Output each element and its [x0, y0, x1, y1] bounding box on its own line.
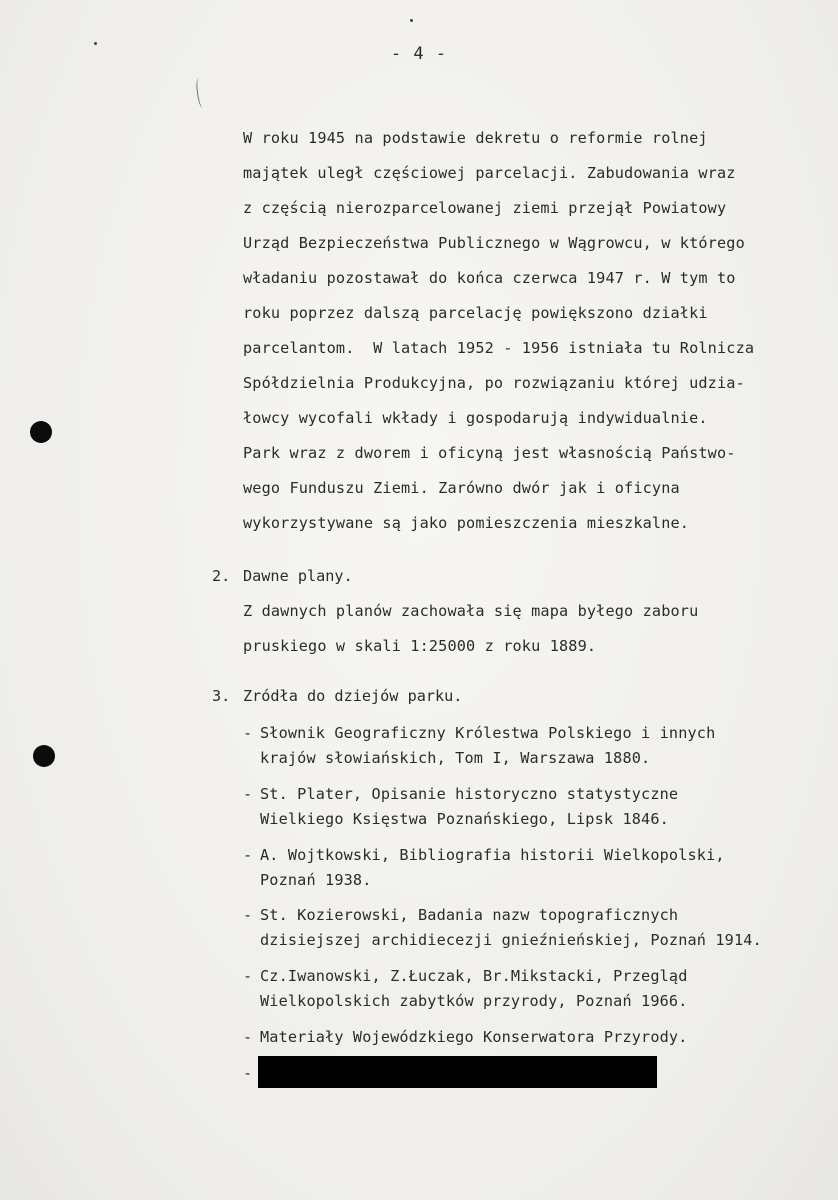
paragraph-line: wego Funduszu Ziemi. Zarówno dwór jak i oficyna	[243, 479, 680, 497]
list-item-line: St. Kozierowski, Badania nazw topograficznych	[260, 906, 679, 924]
list-item-line: Słownik Geograficzny Królestwa Polskiego i innych	[260, 724, 716, 742]
paragraph-line: Urząd Bezpieczeństwa Publicznego w Wągrowcu, w którego	[243, 234, 745, 252]
paragraph-line: z częścią nierozparcelowanej ziemi przejął Powiatowy	[243, 199, 727, 217]
section-line: Z dawnych planów zachowała się mapa byłego zaboru	[243, 602, 699, 620]
list-item-line: St. Plater, Opisanie historyczno statystyczne	[260, 785, 679, 803]
list-item-line: dzisiejszej archidiecezji gnieźnieńskiej, Poznań 1914.	[260, 931, 762, 949]
list-item-line: Wielkiego Księstwa Poznańskiego, Lipsk 1846.	[260, 810, 669, 828]
list-item-line: Poznań 1938.	[260, 871, 372, 889]
paragraph-line: Park wraz z dworem i oficyną jest własnością Państwo-	[243, 444, 736, 462]
list-dash: -	[243, 785, 253, 803]
pen-mark	[195, 78, 206, 109]
section-line: pruskiego w skali 1:25000 z roku 1889.	[243, 637, 597, 655]
list-item-line: krajów słowiańskich, Tom I, Warszawa 1880.	[260, 749, 651, 767]
paragraph-line: wykorzystywane są jako pomieszczenia mieszkalne.	[243, 514, 690, 532]
paragraph-line: władaniu pozostawał do końca czerwca 1947 r. W tym to	[243, 269, 736, 287]
punch-hole	[33, 745, 55, 767]
list-dash: -	[243, 846, 253, 864]
redaction-bar	[258, 1056, 657, 1088]
paragraph-line: roku poprzez dalszą parcelację powiększono działki	[243, 304, 708, 322]
list-dash: -	[243, 724, 253, 742]
page-number: - 4 -	[390, 44, 448, 64]
punch-hole	[30, 421, 52, 443]
section-title: Zródła do dziejów parku.	[243, 687, 463, 705]
list-dash: -	[243, 906, 253, 924]
list-item-line: A. Wojtkowski, Bibliografia historii Wielkopolski,	[260, 846, 725, 864]
list-item-line: Materiały Wojewódzkiego Konserwatora Przyrody.	[260, 1028, 688, 1046]
list-dash: -	[243, 1064, 253, 1082]
list-dash: -	[243, 967, 253, 985]
paragraph-line: Spółdzielnia Produkcyjna, po rozwiązaniu której udzia-	[243, 374, 745, 392]
paragraph-line: majątek uległ częściowej parcelacji. Zabudowania wraz	[243, 164, 736, 182]
paper-speck	[410, 19, 413, 22]
section-title: Dawne plany.	[243, 567, 353, 585]
list-item-line: Cz.Iwanowski, Z.Łuczak, Br.Mikstacki, Przegląd	[260, 967, 688, 985]
paragraph-line: łowcy wycofali wkłady i gospodarują indywidualnie.	[243, 409, 708, 427]
list-item-line: Wielkopolskich zabytków przyrody, Poznań 1966.	[260, 992, 688, 1010]
list-dash: -	[243, 1028, 253, 1046]
paragraph-line: parcelantom. W latach 1952 - 1956 istniała tu Rolnicza	[243, 339, 755, 357]
paragraph-line: W roku 1945 na podstawie dekretu o reformie rolnej	[243, 129, 708, 147]
section-number: 2.	[212, 567, 231, 585]
section-number: 3.	[212, 687, 231, 705]
